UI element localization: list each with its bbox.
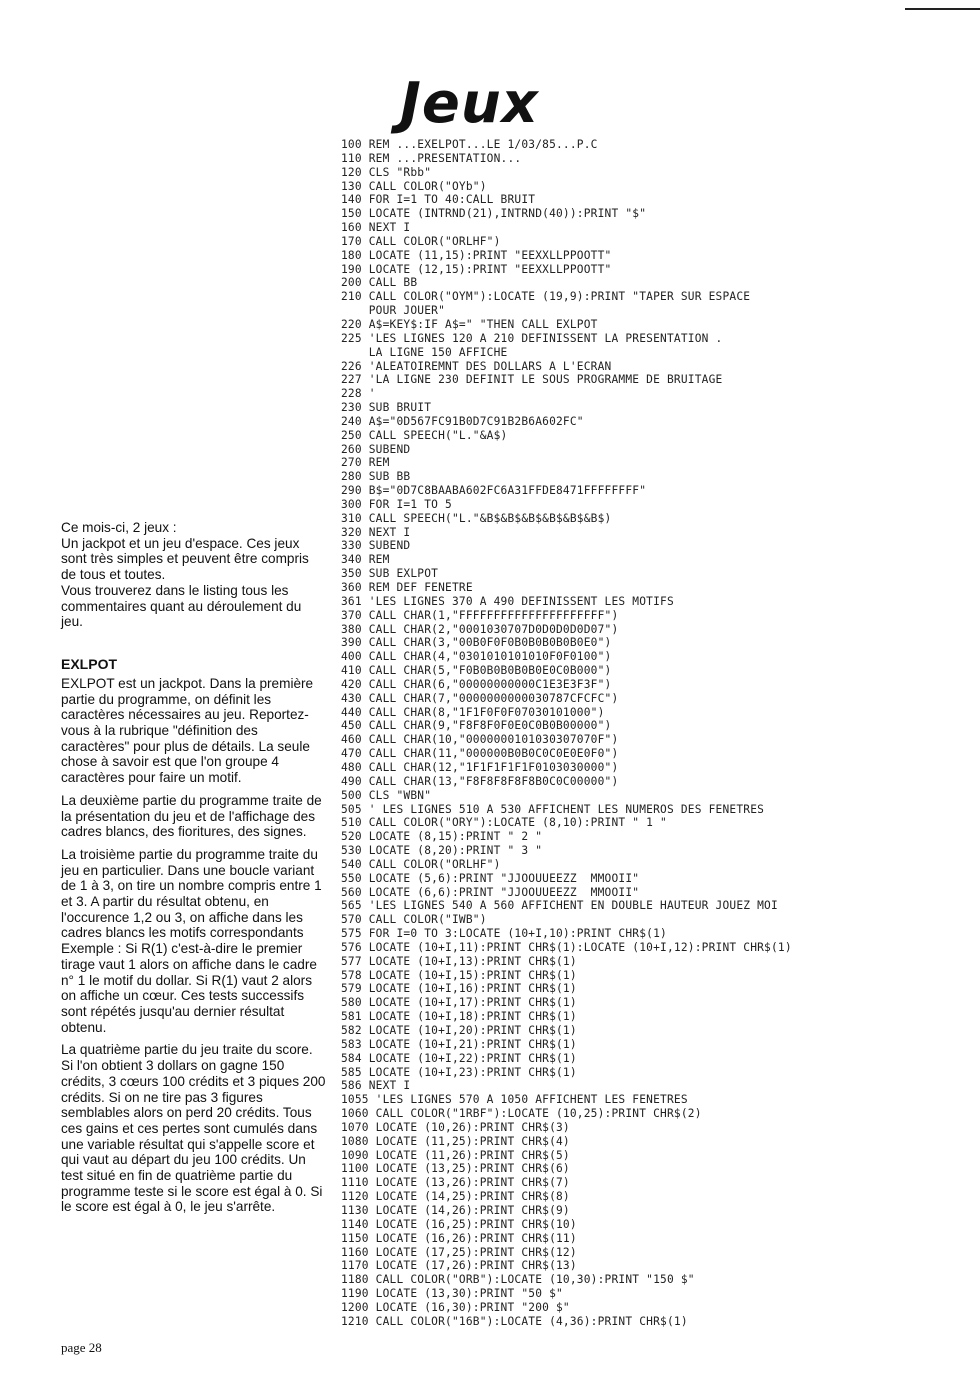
listing-line: 500 CLS "WBN" xyxy=(341,788,432,802)
listing-line: 470 CALL CHAR(11,"000000B0B0C0C0E0E0F0") xyxy=(341,747,619,761)
listing-line: 578 LOCATE (10+I,15):PRINT CHR$(1) xyxy=(341,968,577,982)
listing-line: 430 CALL CHAR(7,"0000000000030787CFCFC") xyxy=(341,691,619,705)
listing-line: 160 NEXT I xyxy=(341,221,411,235)
listing-line: 120 CLS "Rbb" xyxy=(341,165,432,179)
listing-line: 300 FOR I=1 TO 5 xyxy=(341,497,452,511)
listing-line: 1140 LOCATE (16,25):PRINT CHR$(10) xyxy=(341,1217,577,1231)
listing-line: 520 LOCATE (8,15):PRINT " 2 " xyxy=(341,830,543,844)
listing-line: 450 CALL CHAR(9,"F8F8F0F0E0C0B0B00000") xyxy=(341,719,612,733)
listing-line: 490 CALL CHAR(13,"F8F8F8F8F8B0C0C00000") xyxy=(341,774,619,788)
listing-line: 584 LOCATE (10+I,22):PRINT CHR$(1) xyxy=(341,1051,577,1065)
page-number: page 28 xyxy=(61,1340,102,1355)
listing-line: 320 NEXT I xyxy=(341,525,411,539)
listing-line: 560 LOCATE (6,6):PRINT "JJOOUUEEZZ MMOOII" xyxy=(341,885,640,899)
listing-line: 260 SUBEND xyxy=(341,442,411,456)
body-paragraph: La quatrième partie du jeu traite du score. Si l'on obtient 3 dollars on gagne 150 crédits, 3 cœurs 100 crédits et 3 piques 200 crédits. Si on ne tire pas 3 figures semblables alors on perd 20 crédits. Tous ces gains et ces pertes sont cumulés dans une variable résultat qui s'appelle score et qui vaut au départ du jeu 100 crédits. Un test situé en fin de quatrième partie du programme teste si le score est égal à 0. Si le score est égal à 0, le jeu s'arrête. xyxy=(61,1042,326,1215)
body-paragraph: La troisième partie du programme traite du jeu en particulier. Dans une boucle variant de 1 à 3, on tire un nombre compris entre 1 et 3. A partir du résultat obtenu, en l'occurence 1,2 ou 3, on affiche dans les cadres blancs les motifs correspondants Exemple : Si R(1) c'est-à-dire le premier tirage vaut 1 alors on affiche dans le cadre n° 1 le motif du dollar. Si R(1) vaut 2 alors on affiche un cœur. Ces tests successifs sont répétés jusqu'au dernier résultat obtenu. xyxy=(61,846,322,1035)
listing-line: 380 CALL CHAR(2,"0001030707D0D0D0D0D07") xyxy=(341,622,619,636)
body-paragraph: EXLPOT est un jackpot. Dans la première partie du programme, on définit les caractères nécessaires au jeu. Reportez-vous à la rubrique "définition des caractères" pour plus de détails. La seule chose à savoir est que l'on groupe 4 caractères pour faire un motif. xyxy=(61,675,314,786)
program-listing xyxy=(341,138,971,1329)
listing-line: 585 LOCATE (10+I,23):PRINT CHR$(1) xyxy=(341,1065,577,1079)
listing-line: 1150 LOCATE (16,26):PRINT CHR$(11) xyxy=(341,1231,577,1245)
listing-line: 1120 LOCATE (14,25):PRINT CHR$(8) xyxy=(341,1190,570,1204)
listing-line: 360 REM DEF FENETRE xyxy=(341,581,473,594)
listing-line: 100 REM ...EXELPOT...LE 1/03/85...P.C xyxy=(341,138,598,151)
listing-line: 576 LOCATE (10+I,11):PRINT CHR$(1):LOCATE (10+I,12):PRINT CHR$(1) xyxy=(341,940,792,954)
listing-line: 240 A$="0D567FC91B0D7C91B2B6A602FC" xyxy=(341,414,584,428)
listing-line: 580 LOCATE (10+I,17):PRINT CHR$(1) xyxy=(341,996,577,1010)
listing-line: 550 LOCATE (5,6):PRINT "JJOOUUEEZZ MMOOII" xyxy=(341,871,640,885)
listing-line: 583 LOCATE (10+I,21):PRINT CHR$(1) xyxy=(341,1037,577,1051)
listing-line: 1110 LOCATE (13,26):PRINT CHR$(7) xyxy=(341,1176,570,1190)
listing-line: 420 CALL CHAR(6,"00000000000C1E3E3F3F") xyxy=(341,677,612,691)
listing-line: 250 CALL SPEECH("L."&A$) xyxy=(341,428,508,442)
listing-line: 581 LOCATE (10+I,18):PRINT CHR$(1) xyxy=(341,1010,577,1024)
listing-line: 570 CALL COLOR("IWB") xyxy=(341,913,487,927)
listing-line: 1160 LOCATE (17,25):PRINT CHR$(12) xyxy=(341,1245,577,1259)
listing-line: 400 CALL CHAR(4,"0301010101010F0F0100") xyxy=(341,650,612,664)
listing-line: 586 NEXT I xyxy=(341,1079,411,1093)
listing-line: 480 CALL CHAR(12,"1F1F1F1F1F0103030000") xyxy=(341,760,619,774)
listing-line: 227 'LA LIGNE 230 DEFINIT LE SOUS PROGRAMME DE BRUITAGE xyxy=(341,373,723,387)
listing-line: 310 CALL SPEECH("L."&B$&B$&B$&B$&B$&B$) xyxy=(341,511,612,525)
body-paragraph: La deuxième partie du programme traite de la présentation du jeu et de l'affichage des cadres blancs, des fioritures, des signes. xyxy=(61,792,322,840)
listing-line: 350 SUB EXLPOT xyxy=(341,567,439,581)
listing-line: 1180 CALL COLOR("ORB"):LOCATE (10,30):PRINT "150 $" xyxy=(341,1273,695,1287)
page-title: Jeux xyxy=(400,70,539,136)
listing-line: 200 CALL BB xyxy=(341,276,418,290)
listing-line: 582 LOCATE (10+I,20):PRINT CHR$(1) xyxy=(341,1024,577,1037)
listing-line: 390 CALL CHAR(3,"00B0F0F0B0B0B0B0B0E0") xyxy=(341,636,612,650)
listing-line: 540 CALL COLOR("ORLHF") xyxy=(341,857,501,871)
listing-line: 577 LOCATE (10+I,13):PRINT CHR$(1) xyxy=(341,954,577,968)
article-text xyxy=(61,520,326,1215)
listing-line: LA LIGNE 150 AFFICHE xyxy=(341,345,508,359)
listing-line: 190 LOCATE (12,15):PRINT "EEXXLLPPOOTT" xyxy=(341,262,612,276)
listing-line: 228 ' xyxy=(341,387,376,401)
listing-line: 505 ' LES LIGNES 510 A 530 AFFICHENT LES NUMEROS DES FENETRES xyxy=(341,802,765,816)
intro-paragraph: Un jackpot et un jeu d'espace. Ces jeux sont très simples et peuvent être compris de tous et toutes. xyxy=(61,535,309,583)
listing-line: 410 CALL CHAR(5,"F0B0B0B0B0B0E0C0B000") xyxy=(341,664,612,678)
listing-line: 1130 LOCATE (14,26):PRINT CHR$(9) xyxy=(341,1203,570,1217)
listing-line: 225 'LES LIGNES 120 A 210 DEFINISSENT LA PRESENTATION . xyxy=(341,331,723,345)
listing-line: 220 A$=KEY$:IF A$=" "THEN CALL EXLPOT xyxy=(341,317,598,331)
listing-line: 130 CALL COLOR("OYb") xyxy=(341,179,487,193)
listing-line: 330 SUBEND xyxy=(341,539,411,553)
listing-line: 361 'LES LIGNES 370 A 490 DEFINISSENT LES MOTIFS xyxy=(341,594,674,608)
listing-line: 340 REM xyxy=(341,553,390,567)
listing-line: 210 CALL COLOR("OYM"):LOCATE (19,9):PRINT "TAPER SUR ESPACE xyxy=(341,290,751,304)
listing-line: 510 CALL COLOR("ORY"):LOCATE (8,10):PRINT " 1 " xyxy=(341,816,667,830)
listing-line: 1210 CALL COLOR("16B"):LOCATE (4,36):PRINT CHR$(1) xyxy=(341,1314,688,1328)
listing-line: 1060 CALL COLOR("1RBF"):LOCATE (10,25):PRINT CHR$(2) xyxy=(341,1107,702,1121)
listing-line: 170 CALL COLOR("ORLHF") xyxy=(341,234,501,248)
listing-line: 1100 LOCATE (13,25):PRINT CHR$(6) xyxy=(341,1162,570,1176)
listing-line: 1080 LOCATE (11,25):PRINT CHR$(4) xyxy=(341,1134,570,1148)
listing-line: 290 B$="0D7C8BAABA602FC6A31FFDE8471FFFFFFFF" xyxy=(341,484,647,498)
section-heading: EXLPOT xyxy=(61,655,118,672)
listing-line: 1090 LOCATE (11,26):PRINT CHR$(5) xyxy=(341,1148,570,1162)
listing-line: 140 FOR I=1 TO 40:CALL BRUIT xyxy=(341,193,536,207)
listing-line: 579 LOCATE (10+I,16):PRINT CHR$(1) xyxy=(341,982,577,996)
intro-paragraph: Vous trouverez dans le listing tous les commentaires quant au déroulement du jeu. xyxy=(61,582,302,630)
listing-line: 230 SUB BRUIT xyxy=(341,401,432,415)
listing-line: 1055 'LES LIGNES 570 A 1050 AFFICHENT LES FENETRES xyxy=(341,1093,688,1107)
listing-line: 110 REM ...PRESENTATION... xyxy=(341,151,522,165)
listing-line: POUR JOUER" xyxy=(341,304,446,318)
listing-line: 460 CALL CHAR(10,"0000000101030307070F") xyxy=(341,733,619,747)
listing-line: 440 CALL CHAR(8,"1F1F0F0F07030101000") xyxy=(341,705,605,719)
header-rule xyxy=(905,8,980,10)
listing-line: 565 'LES LIGNES 540 A 560 AFFICHENT EN DOUBLE HAUTEUR JOUEZ MOI xyxy=(341,899,778,913)
listing-line: 1070 LOCATE (10,26):PRINT CHR$(3) xyxy=(341,1120,570,1134)
listing-line: 575 FOR I=0 TO 3:LOCATE (10+I,10):PRINT CHR$(1) xyxy=(341,927,667,941)
listing-line: 180 LOCATE (11,15):PRINT "EEXXLLPPOOTT" xyxy=(341,248,612,262)
listing-line: 270 REM xyxy=(341,456,390,470)
listing-line: 1170 LOCATE (17,26):PRINT CHR$(13) xyxy=(341,1259,577,1273)
listing-line: 226 'ALEATOIREMNT DES DOLLARS A L'ECRAN xyxy=(341,359,612,373)
intro-line: Ce mois-ci, 2 jeux : xyxy=(61,520,177,535)
listing-line: 530 LOCATE (8,20):PRINT " 3 " xyxy=(341,844,543,858)
listing-line: 150 LOCATE (INTRND(21),INTRND(40)):PRINT "$" xyxy=(341,207,647,221)
listing-line: 1200 LOCATE (16,30):PRINT "200 $" xyxy=(341,1300,570,1314)
listing-line: 1190 LOCATE (13,30):PRINT "50 $" xyxy=(341,1287,563,1301)
listing-line: 280 SUB BB xyxy=(341,470,411,484)
listing-line: 370 CALL CHAR(1,"FFFFFFFFFFFFFFFFFFFFF") xyxy=(341,608,619,622)
